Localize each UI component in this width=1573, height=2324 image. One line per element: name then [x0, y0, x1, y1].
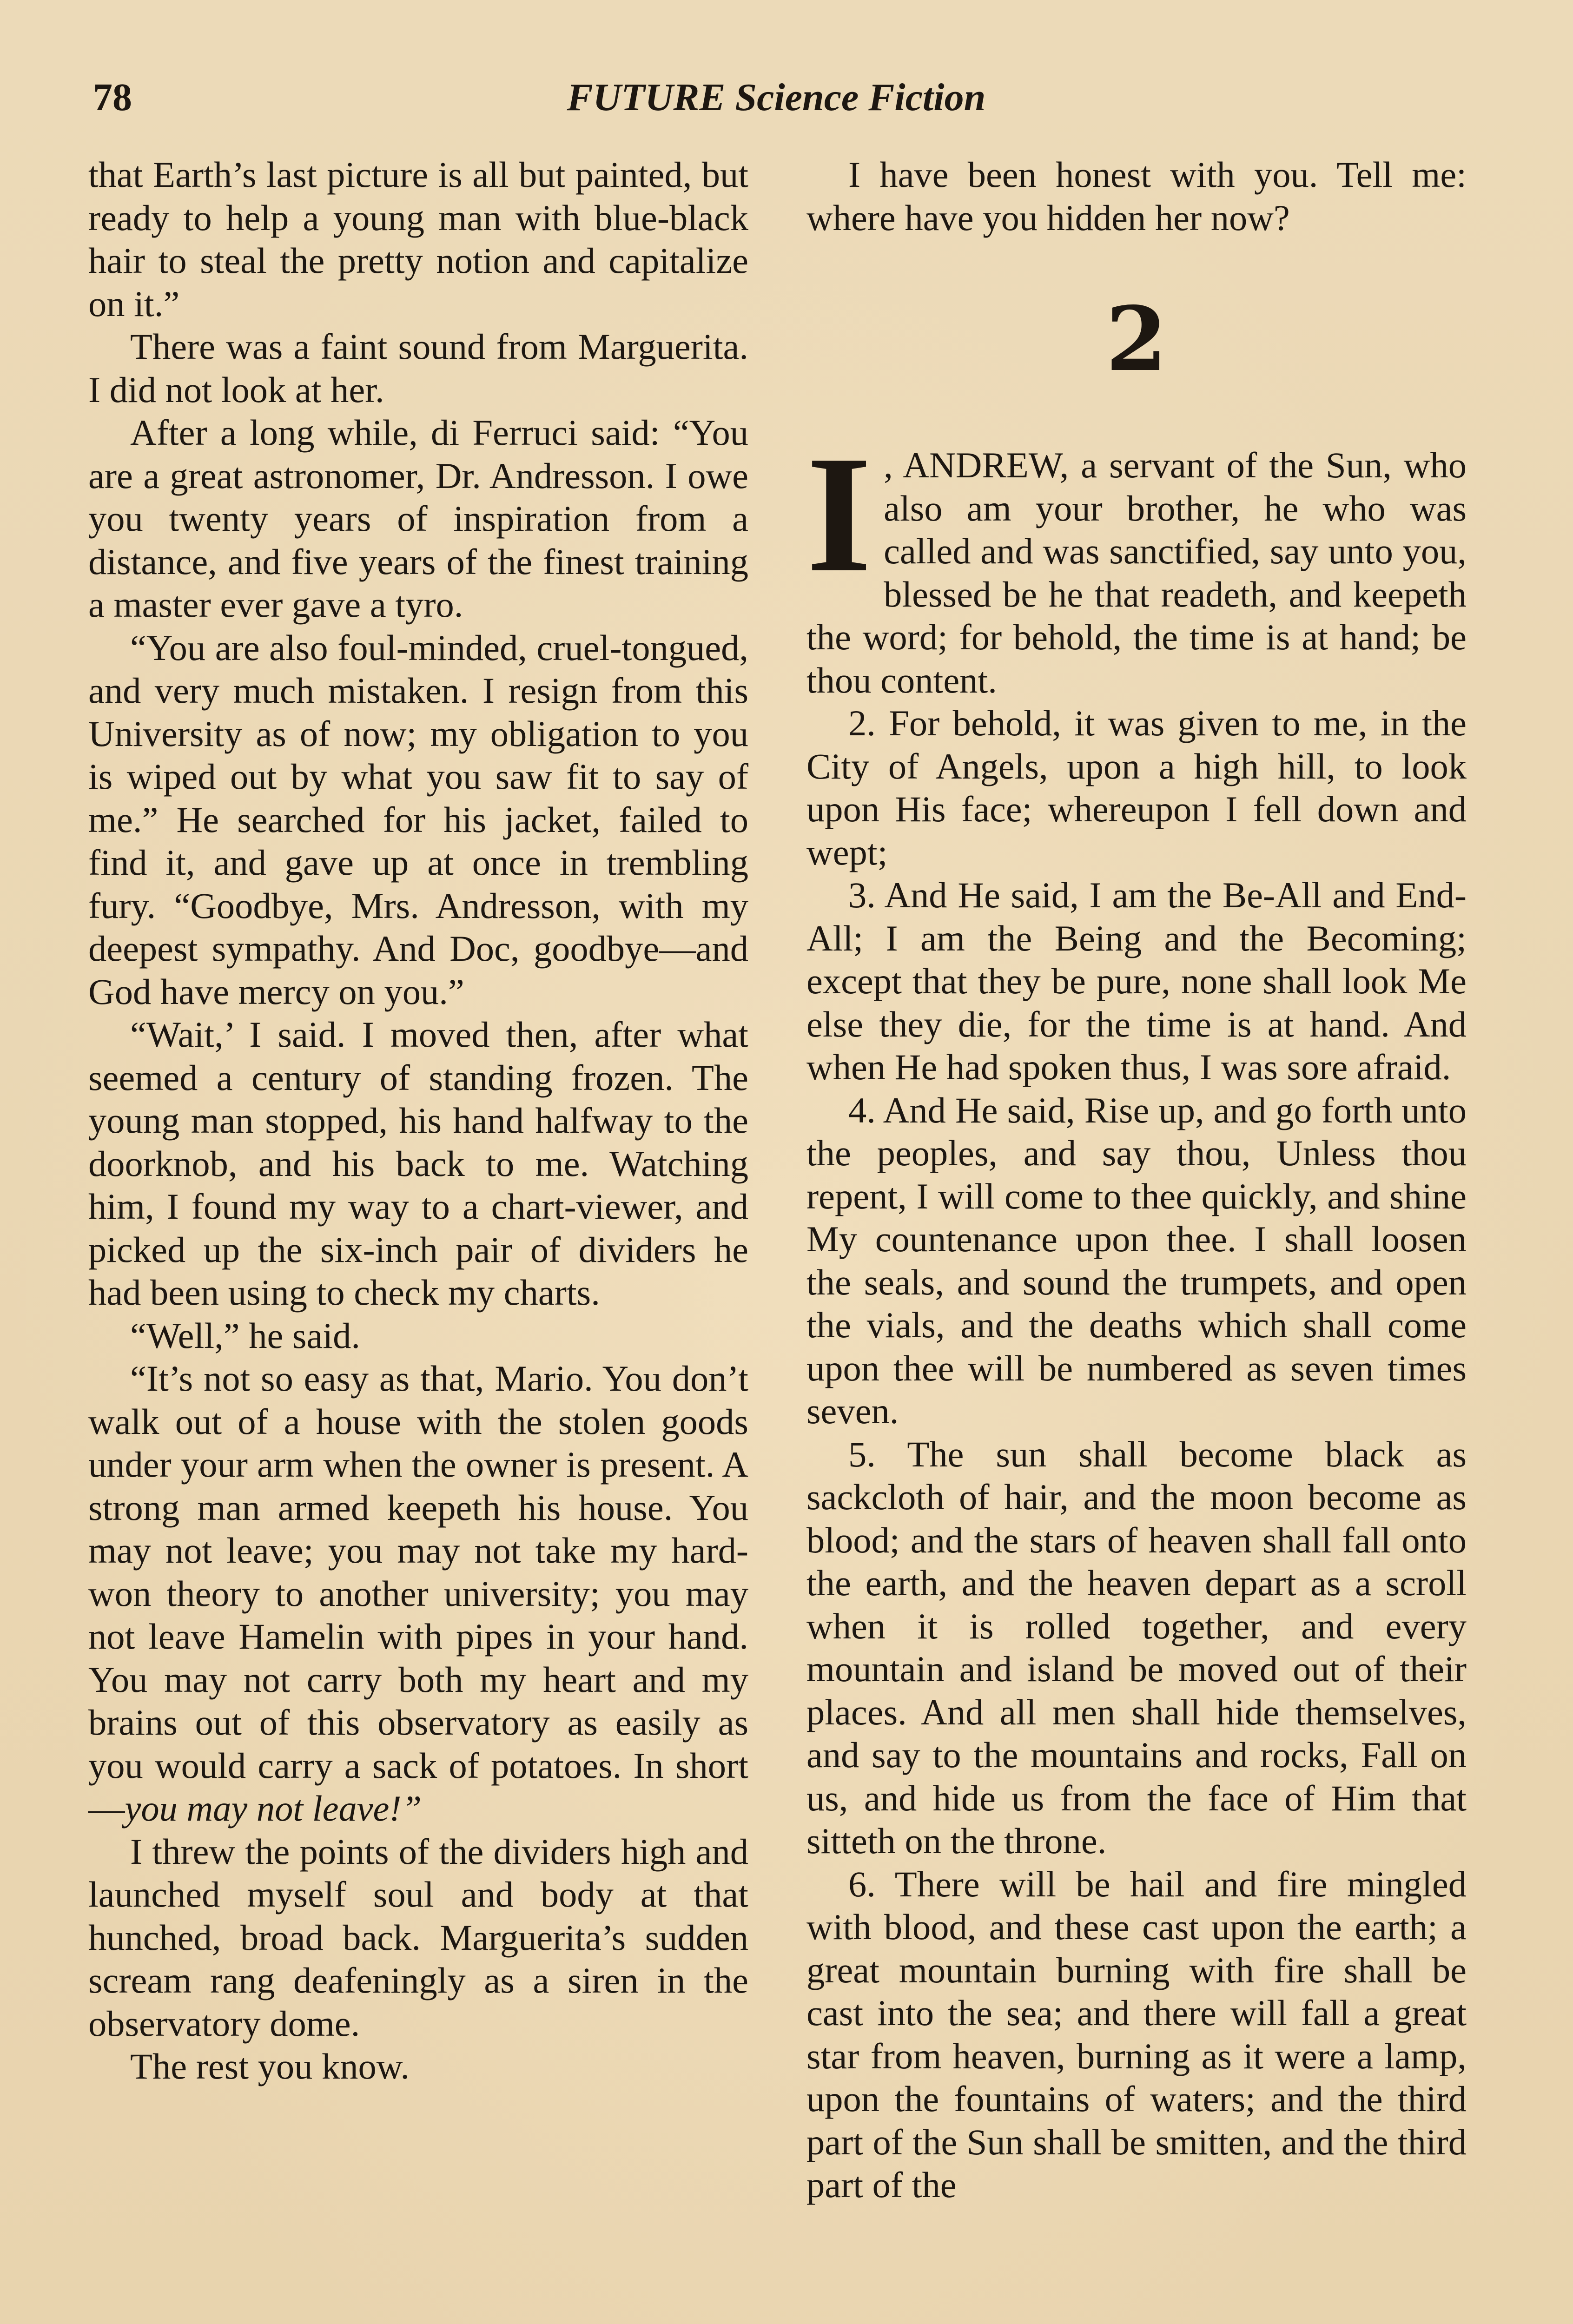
opening-verse [806, 421, 1467, 702]
speech-text: “It’s not so easy as that, Mario. You don’t walk out of a house with the stolen goods under your arm when the owner is present. A strong man armed keepeth his house. You may not leave; you may not take my hard-won theory to another university; you may not leave Hamelin with pipes in your hand. You may not carry both my heart and my brains out of this observatory as easily as you would carry a sack of potatoes. In short— [88, 1358, 748, 1829]
speech-paragraph [88, 1357, 748, 1830]
paragraph: “You are also foul-minded, cruel-tongued, and very much mistaken. I resign from this University as of now; my obligation to you is wiped out by what you saw fit to say of me.” He searched for his jacket, failed to find it, and gave up at once in trembling fury. “Goodbye, Mrs. Andresson, with my deepest sympathy. And Doc, goodbye—and God have mercy on you.” [88, 627, 748, 1012]
speech-emphasis: you may not leave!” [125, 1788, 422, 1829]
page-header [79, 70, 1474, 125]
verse: 5. The sun shall become black as sackcloth of hair, and the moon become as blood; and the stars of heaven shall fall onto the earth, and the heaven depart as a scroll when it is rolled together, and every mountain and island be moved out of their places. And all men shall hide themselves, and say to the mountains and rocks, Fall on us, and hide us from the face of Him that sitteth on the throne. [806, 1433, 1467, 1861]
paragraph: There was a faint sound from Marguerita. I did not look at her. [88, 326, 748, 410]
verse-text: , ANDREW, a servant of the Sun, who also am your brother, he who was called and was sanctified, say unto you, blessed be he that readeth, and keepeth the word; for behold, the time is at hand; be thou content. [806, 445, 1467, 700]
paragraph: “Well,” he said. [130, 1315, 360, 1356]
page-number: 78 [93, 76, 132, 119]
chapter-number: 2 [1105, 287, 1168, 391]
verse: 6. There will be hail and fire mingled with blood, and these cast upon the earth; a great mountain burning with fire shall be cast into the sea; and there will fall a great star from heaven, burning as it were a lamp, upon the fountains of waters; and the third part of the Sun shall be smitten, and the third part of the [806, 1863, 1467, 2205]
paragraph: After a long while, di Ferruci said: “You are a great astronomer, Dr. Andresson. I owe you twenty years of inspiration from a distance, and five years of the finest training a master ever gave a tyro. [88, 412, 748, 625]
verse: 3. And He said, I am the Be-All and End-All; I am the Being and the Becoming; except that they be pure, none shall look Me else they die, for the time is at hand. And when He had spoken thus, I was sore afraid. [806, 875, 1467, 1087]
paragraph: I threw the points of the dividers high and launched myself soul and body at that hunched, broad back. Marguerita’s sudden scream rang deafeningly as a siren in the observatory dome. [88, 1831, 748, 2044]
running-title: FUTURE Science Fiction [567, 76, 986, 119]
continuation-paragraph: I have been honest with you. Tell me: where have you hidden her now? [806, 154, 1467, 238]
drop-cap: I [806, 421, 872, 607]
left-column [88, 153, 748, 2088]
paragraph: The rest you know. [130, 2046, 410, 2086]
paragraph: “Wait,’ I said. I moved then, after what seemed a century of standing frozen. The young man stopped, his hand halfway to the doorknob, and his back to me. Watching him, I found my way to a chart-viewer, and picked up the six-inch pair of dividers he had been using to check my charts. [88, 1014, 748, 1313]
verse: 2. For behold, it was given to me, in the City of Angels, upon a high hill, to look upon His face; whereupon I fell down and wept; [806, 703, 1467, 872]
paragraph: that Earth’s last picture is all but painted, but ready to help a young man with blue-black hair to steal the pretty notion and capitalize on it.” [88, 154, 748, 324]
right-column [806, 153, 1467, 2207]
verse: 4. And He said, Rise up, and go forth unto the peoples, and say thou, Unless thou repent, I will come to thee quickly, and shine My countenance upon thee. I shall loosen the seals, and sound the trumpets, and open the vials, and the deaths which shall come upon thee will be numbered as seven times seven. [806, 1089, 1467, 1431]
